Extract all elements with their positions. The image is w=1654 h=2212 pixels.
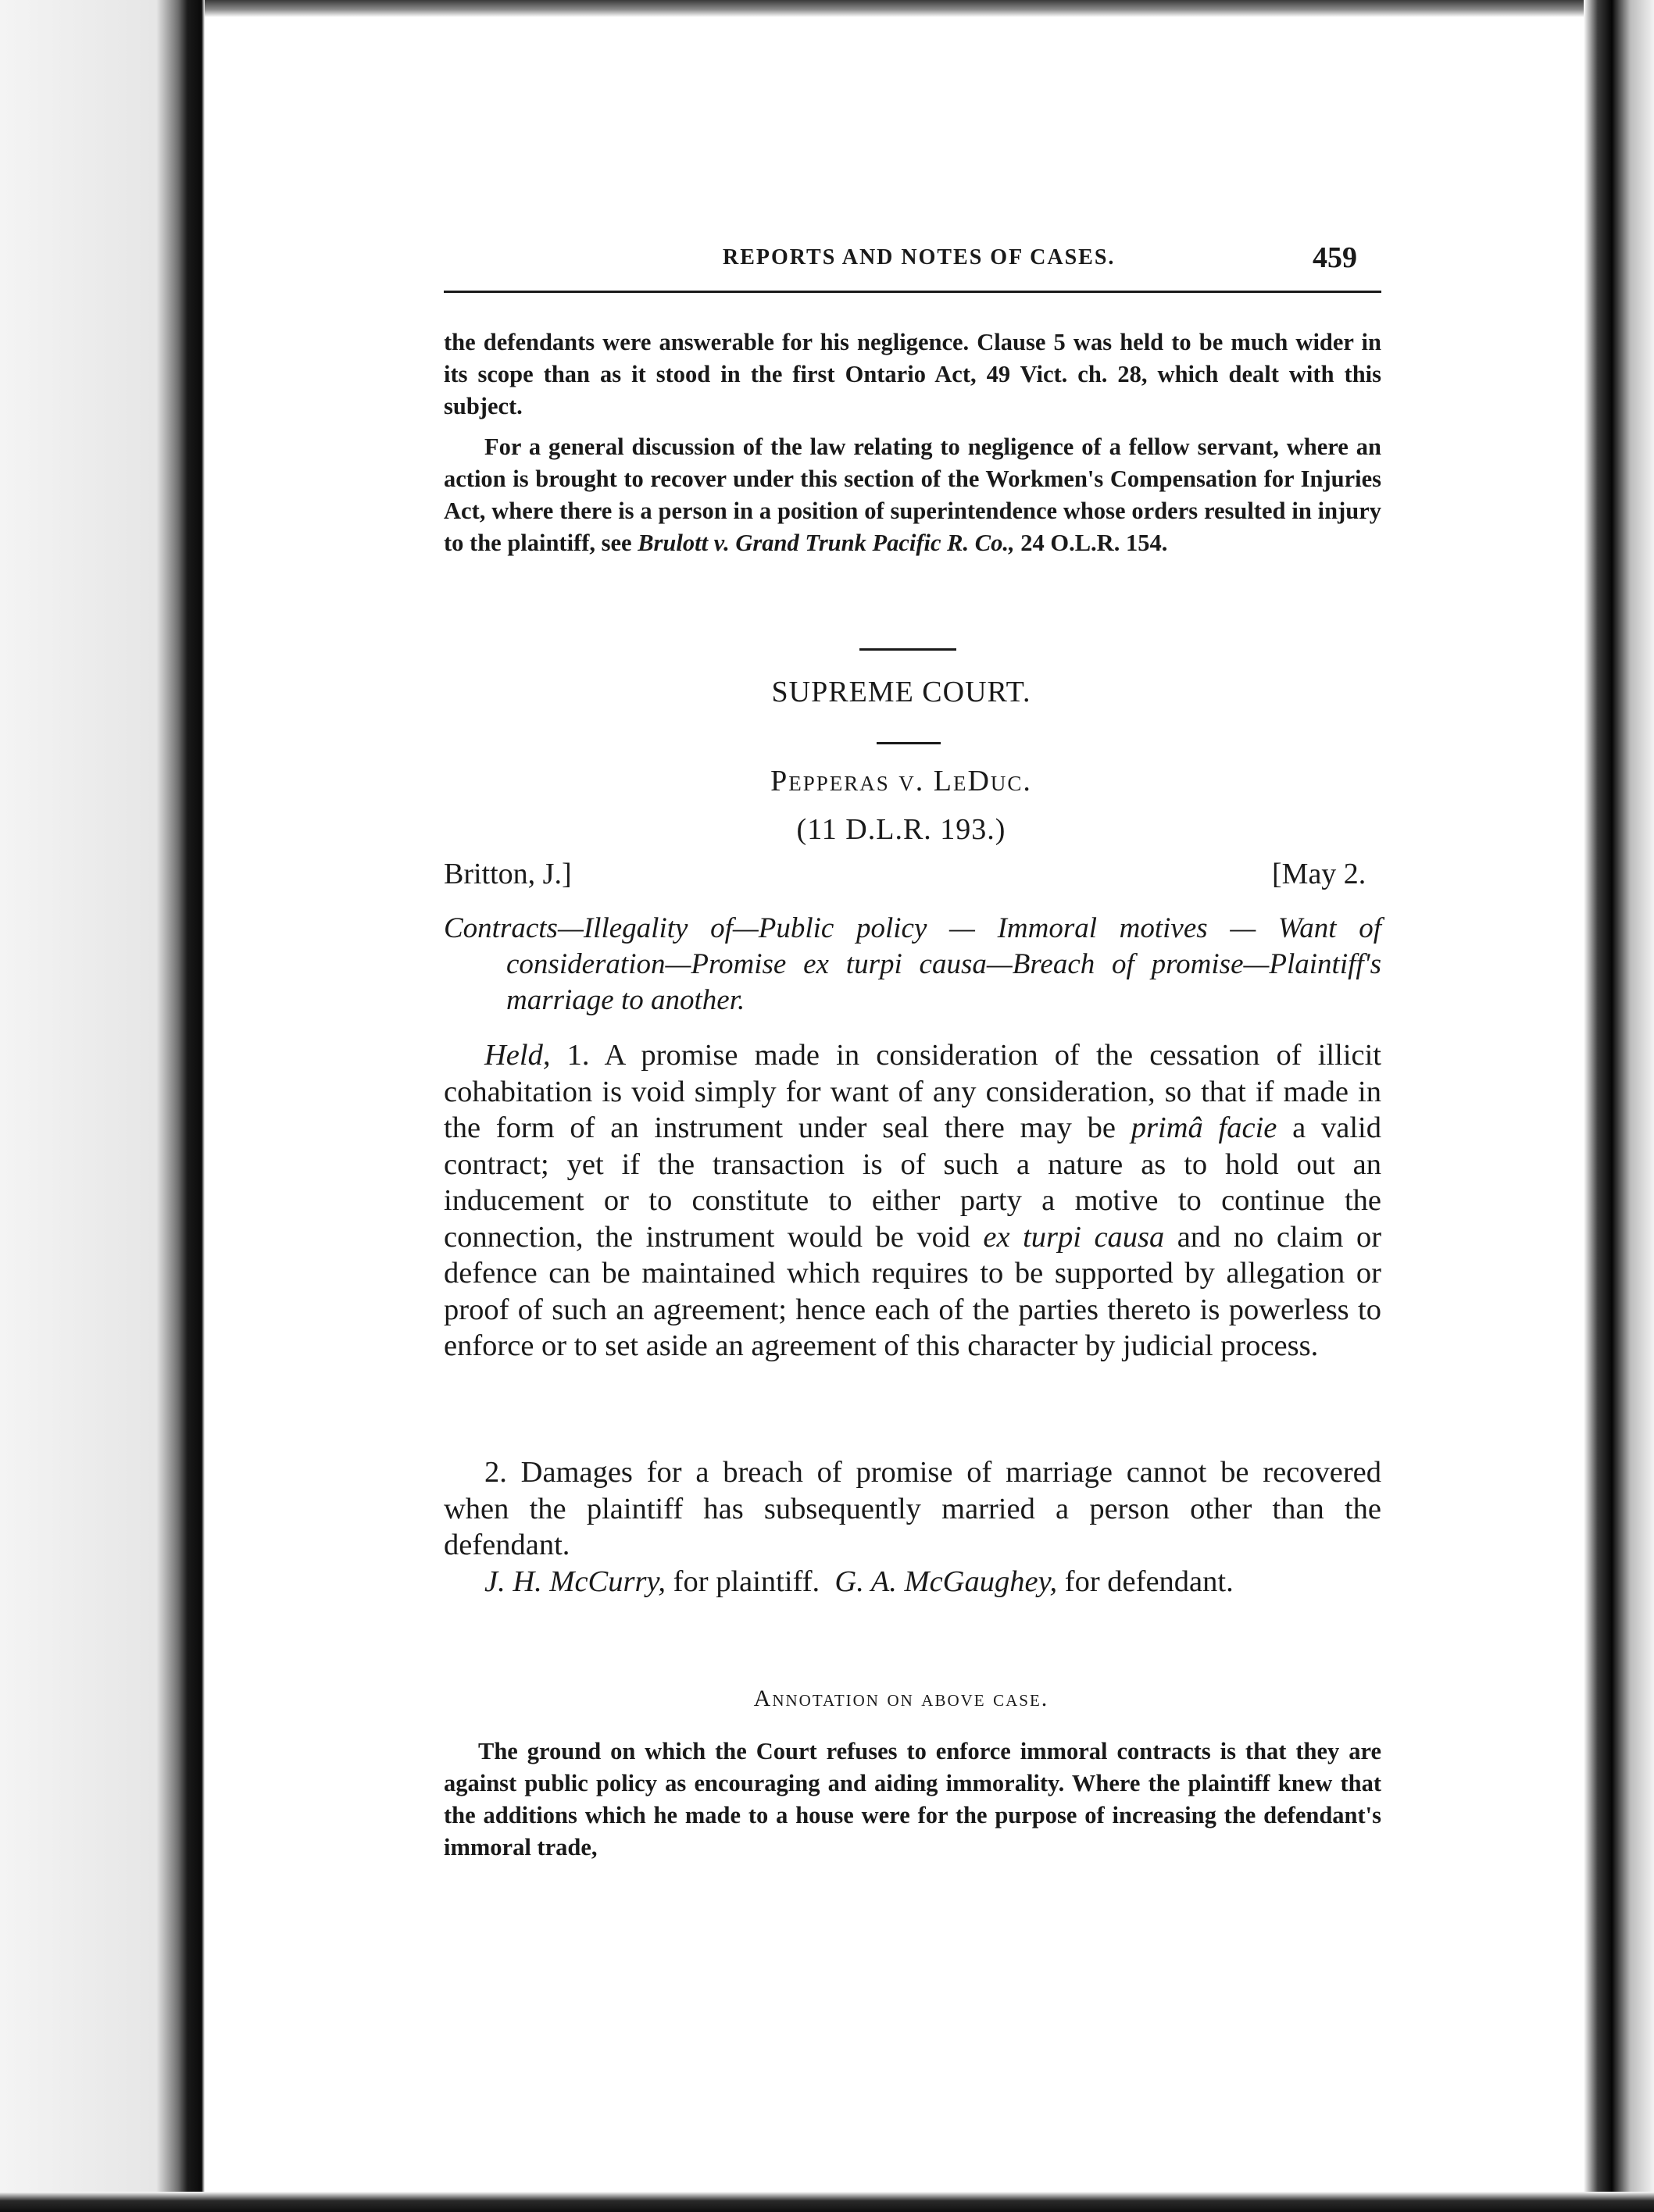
held-paragraph-1	[444, 1037, 1381, 1365]
prior-note-text-1: the defendants were answerable for his negligence. Clause 5 was held to be much wider in its scope than as it stood in the first Ontario Act, 49 Vict. ch. 28, which dealt with this subject.	[444, 329, 1381, 419]
headnote-text: Contracts—Illegality of—Public policy — Immoral motives — Want of consideration—Promise ex turpi causa—Breach of promise—Plaintiff's marriage to another.	[444, 912, 1381, 1016]
header-rule	[444, 291, 1381, 293]
case-citation: (11 D.L.R. 193.)	[796, 813, 1006, 846]
defendant-counsel: G. A. McGaughey,	[834, 1565, 1058, 1598]
annotation-paragraph	[444, 1736, 1381, 1864]
counsel-text	[444, 1564, 1381, 1600]
held-italic-ex-turpi: ex turpi causa	[983, 1220, 1165, 1254]
running-title: REPORTS AND NOTES OF CASES.	[723, 245, 1116, 269]
held-text-1a: 1. A promise made in consideration of the cessation of illicit cohabitation is void simply for want of any consideration, so that if made in the form of an instrument under seal there may be	[444, 1039, 1382, 1144]
plaintiff-role: for plaintiff.	[673, 1565, 820, 1598]
held-text-2: 2. Damages for a breach of promise of marriage cannot be recovered when the plaintiff has subsequently married a person other than the defendant.	[444, 1456, 1381, 1561]
annotation-heading: Annotation on above case.	[753, 1686, 1049, 1711]
headnote	[444, 911, 1381, 1019]
held-label: Held,	[484, 1039, 551, 1072]
prior-note-paragraph-1	[444, 326, 1381, 423]
held-text-1c: and no claim or defence can be maintained which requires to be supported by allegation or proof of such an agreement; hence each of the parties thereto is powerless to enforce or to set aside an agreement of this character by judicial process.	[444, 1220, 1382, 1362]
page-number: 459	[1313, 241, 1357, 274]
held-text-1	[444, 1037, 1381, 1365]
defendant-role: for defendant.	[1064, 1565, 1234, 1598]
judge-name: Britton, J.]	[444, 858, 572, 890]
counsel-line	[444, 1564, 1381, 1600]
held-italic-prima-facie: primâ facie	[1131, 1111, 1277, 1144]
court-heading: SUPREME COURT.	[771, 676, 1031, 708]
annotation-text: The ground on which the Court refuses to enforce immoral contracts is that they are against public policy as encouraging and aiding immorality. Where the plaintiff knew that the additions which he made to a house were for the purpose of increasing the defendant's immoral trade,	[444, 1738, 1381, 1861]
short-rule	[877, 742, 941, 744]
decision-date: [May 2.	[1272, 858, 1366, 890]
prior-note-case-name: Brulott v. Grand Trunk Pacific R. Co.,	[638, 530, 1015, 556]
prior-note-text: For a general discussion of the law relating to negligence of a fellow servant, where an action is brought to recover under this section of the Workmen's Compensation for Injuries Act, where there is a person in a position of superintendence whose orders resulted in injury to the plaintiff, see	[444, 433, 1381, 556]
held-text-1b: a valid contract; yet if the transaction is of such a nature as to hold out an inducement or to constitute to either party a motive to continue the connection, the instrument would be void	[444, 1111, 1381, 1254]
prior-note-paragraph-2	[444, 431, 1381, 559]
held-paragraph-2	[444, 1454, 1381, 1564]
plaintiff-counsel: J. H. McCurry,	[484, 1565, 666, 1598]
case-name: Pepperas v. LeDuc.	[770, 765, 1032, 797]
section-rule	[859, 648, 956, 651]
prior-note-text-2	[444, 431, 1381, 559]
prior-note-citation: 24 O.L.R. 154.	[1020, 530, 1168, 556]
